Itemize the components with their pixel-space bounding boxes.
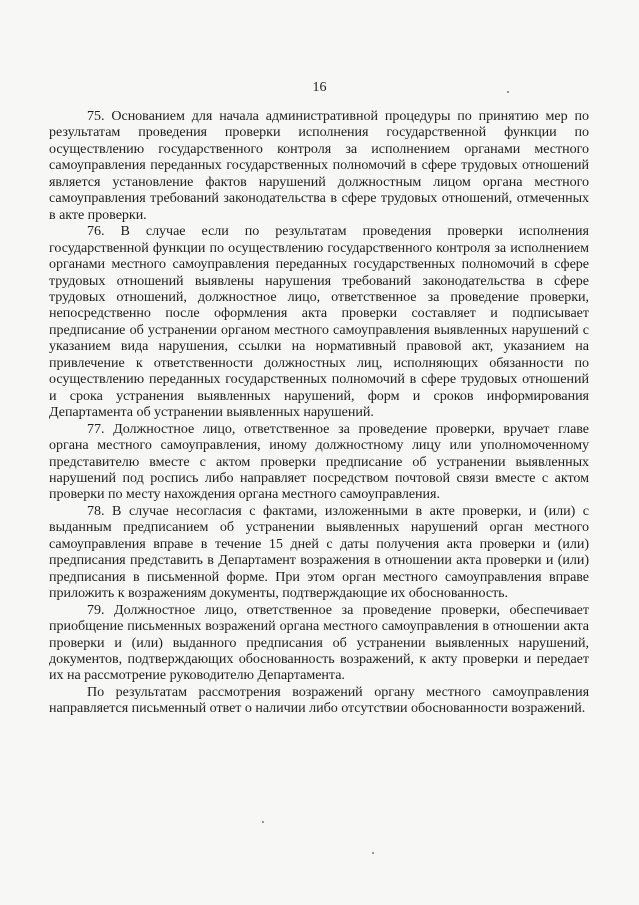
paragraph-77: 77. Должностное лицо, ответственное за проведение проверки, вручает главе органа местного самоуправления, иному должностному лицу или уполномоченному представителю вместе с актом проверки предписание об устранении выявленных нарушений под роспись либо направляет посредством почтовой связи вместе с актом проверки по месту нахождения органа местного самоуправления. [49,420,589,503]
page-number: 16 [312,80,327,95]
paragraph-75: 75. Основанием для начала административной процедуры по принятию мер по результатам проведения проверки исполнения государственной функции по осуществлению государственного контроля за исполнением органами местного самоуправления переданных государственных полномочий в сфере трудовых отношений является установление фактов нарушений должностным лицом органа местного самоуправления требований законодательства в сфере трудовых отношений, отмеченных в акте проверки. [49,108,589,223]
scan-speck [507,91,509,93]
scan-speck [372,852,374,854]
paragraph-review-result: По результатам рассмотрения возражений органу местного самоуправления направляется письменный ответ о наличии либо отсутствии обоснованности возражений. [49,683,589,717]
paragraph-76: 76. В случае если по результатам проведения проверки исполнения государственной функции по осуществлению государственного контроля за исполнением органами местного самоуправления переданных государственных полномочий в сфере трудовых отношений выявлены нарушения требований законодательства в сфере трудовых отношений, должностное лицо, ответственное за проведение проверки, непосредственно после оформления акта проверки составляет и подписывает предписание об устранении органом местного самоуправления выявленных нарушений с указанием вида нарушения, ссылки на нормативный правовой акт, указанием на привлечение к ответственности должностных лиц, исполняющих обязанности по осуществлению переданных государственных полномочий в сфере трудовых отношений и срока устранения выявленных нарушений, форм и сроков информирования Департамента об устранении выявленных нарушений. [49,223,589,421]
paragraph-79: 79. Должностное лицо, ответственное за проведение проверки, обеспечивает приобщение письменных возражений органа местного самоуправления в отношении акта проверки и (или) выданного предписания об устранении выявленных нарушений, документов, подтверждающих обоснованность возражений, к акту проверки и передает их на рассмотрение руководителю Департамента. [49,601,589,684]
document-body [49,108,589,717]
paragraph-78: 78. В случае несогласия с фактами, изложенными в акте проверки, и (или) с выданным предписанием об устранении выявленных нарушений орган местного самоуправления вправе в течение 15 дней с даты получения акта проверки и (или) предписания представить в Департамент возражения в отношении акта проверки и (или) предписания в письменной форме. При этом орган местного самоуправления вправе приложить к возражениям документы, подтверждающие их обоснованность. [49,502,589,602]
scan-speck [262,821,264,823]
